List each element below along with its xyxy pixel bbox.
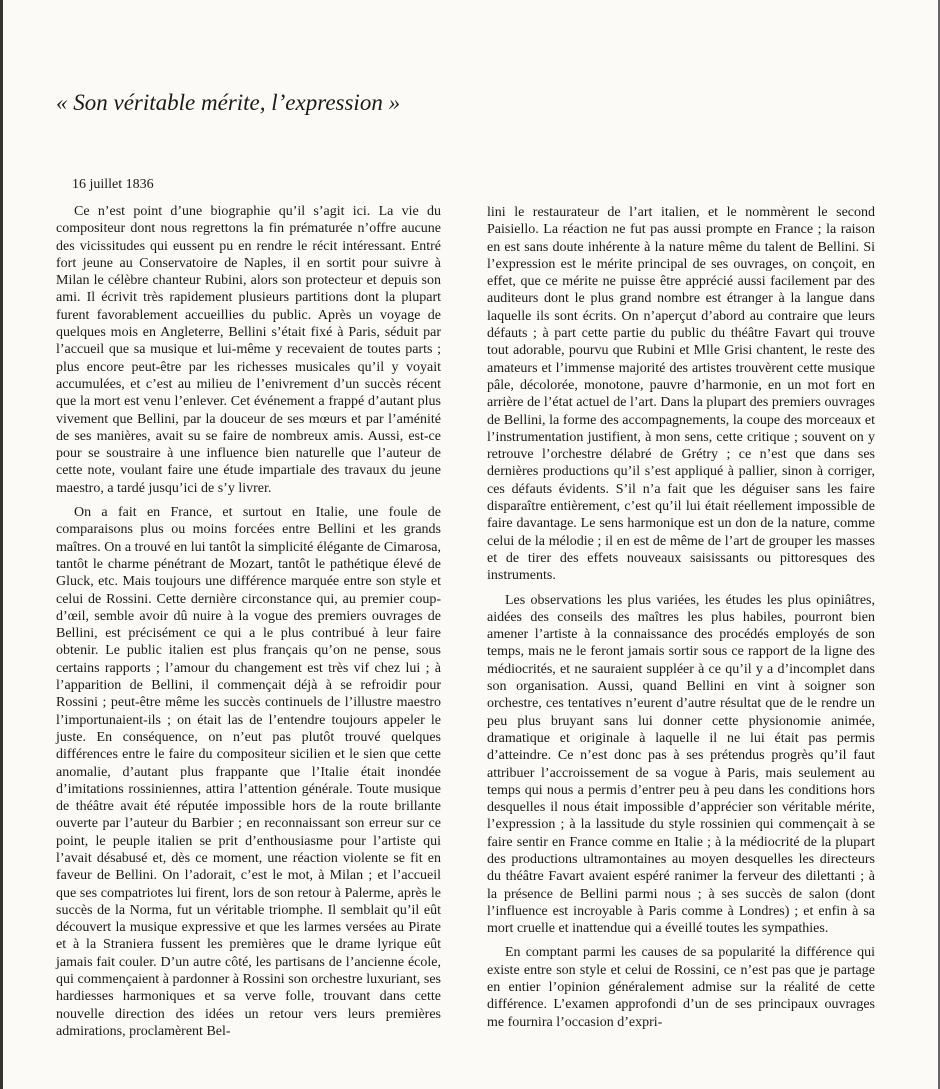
left-column [56, 203, 441, 1040]
paragraph: Les observations les plus variées, les études les plus opiniâtres, aidées des conseils des maîtres les plus habiles, pourront bien amener l’artiste à la connaissance des procédés employés de son temps, mais ne le feront jamais sortir sous ce rapport de la ligne des médiocrités, et ne sauraient suppléer à ce qu’il y a d’incomplet dans son organisation. Aussi, quand Bellini en vint à soigner son orchestre, ces tentatives n’eurent d’autre résultat que de le rendre un peu plus bruyant sans lui donner cette physionomie animée, dramatique et originale à laquelle il ne lui était pas permis d’atteindre. Ce n’est donc pas à ses prétendus progrès qu’il faut attribuer l’accroissement de sa vogue à Paris, mais seulement au temps qui nous a permis d’entrer peu à peu dans les conditions hors desquelles il nous était impossible d’apprécier son véritable mérite, l’expression ; à la lassitude du style rossinien qui commençait à se faire sentir en France comme en Italie ; à la médiocrité de la plupart des productions ultramontaines au moyen desquelles les directeurs du théâtre Favart avaient espéré ranimer la ferveur des dilettanti ; à la présence de Bellini parmi nous ; à ses succès de salon (dont l’influence est incroyable à Paris comme à Londres) ; et enfin à sa mort cruelle et inattendue qui a éveillé toutes les sympathies. [487, 592, 875, 937]
paragraph: On a fait en France, et surtout en Italie, une foule de comparaisons plus ou moins forcées entre Bellini et les grands maîtres. On a trouvé en lui tantôt la simplicité élégante de Cimarosa, tantôt le charme pénétrant de Mozart, tantôt le pathétique élevé de Gluck, etc. Mais toujours une différence marquée entre son style et celui de Rossini. Cette dernière circonstance qui, au premier coup-d’œil, semble avoir dû nuire à la vogue des premiers ouvrages de Bellini, est précisément ce qui a le plus contribué à leur faire obtenir. Le public italien est plus français qu’on ne pense, sous certains rapports ; l’amour du changement est très vif chez lui ; à l’apparition de Bellini, il commençait déjà à se refroidir pour Rossini ; peut-être même les succès continuels de l’illustre maestro l’importunaient-ils ; on était las de l’entendre toujours appeler le juste. En conséquence, on n’eut pas plutôt trouvé quelques différences entre le faire du compositeur sicilien et le sien que cette anomalie, d’autant plus frappante que l’Italie était inondée d’imitations rossiniennes, attira l’attention générale. Toute musique de théâtre avait été réputée impossible hors de la route brillante ouverte par l’auteur du Barbier ; en reconnaissant son erreur sur ce point, le peuple italien se prit d’enthousiasme pour l’artiste qui l’avait désabusé et, dès ce moment, une réaction violente se fit en faveur de Bellini. On l’adorait, c’est le mot, à Milan ; et l’accueil que ses compatriotes lui firent, lors de son retour à Palerme, après le succès de la Norma, fut un véritable triomphe. Il semblait qu’il eût découvert la musique expressive et que les larmes versées au Pirate et à la Straniera fussent les premières que le drame lyrique eût jamais fait couler. D’un autre côté, les partisans de l’ancienne école, qui commençaient à pardonner à Rossini son orchestre luxuriant, ses hardiesses harmoniques et sa verve folle, trouvant dans cette nouvelle direction des idées un retour vers leurs premières admirations, proclamèrent Bel- [56, 505, 441, 1039]
paragraph: lini le restaurateur de l’art italien, et le nommèrent le second Paisiello. La réaction ne fut pas aussi prompte en France ; la raison en est sans doute inhérente à la nature même du talent de Bellini. Si l’expression est le mérite principal de ses ouvrages, on conçoit, en effet, que ce mérite ne puisse être apprécié aussi facilement par des auditeurs dont le plus grand nombre est étranger à la langue dans laquelle ils sont écrits. On n’aperçut d’abord au contraire que leurs défauts ; à part cette partie du public du théâtre Favart qui trouve tout adorable, pourvu que Rubini et Mlle Grisi chantent, le reste des amateurs et l’immense majorité des artistes trouvèrent cette musique pâle, décolorée, monotone, pauvre d’harmonie, en un mot fort en arrière de l’état actuel de l’art. Dans la plupart des premiers ouvrages de Bellini, la forme des accompagnements, la coupe des morceaux et l’instrumentation justifient, à mon sens, cette critique ; souvent on y retrouve l’orchestre délabré de Grétry ; ce n’est que dans ses dernières productions qu’il s’est appliqué à pallier, sinon à corriger, ces défauts évidents. S’il n’a fait que les déguiser sans les faire disparaître entièrement, c’est qu’il lui était réellement impossible de faire davantage. Le sens harmonique est un don de la nature, comme celui de la mélodie ; il en est de même de l’art de grouper les masses et de tirer des effets nouveaux saisissants ou pittoresques des instruments. [487, 205, 875, 584]
article-title: « Son véritable mérite, l’expression » [56, 90, 401, 115]
paragraph: En comptant parmi les causes de sa popularité la différence qui existe entre son style et celui de Rossini, ce n’est pas que je partage en entier l’opinion généralement admise sur la réalité de cette différence. L’examen approfondi d’un de ses principaux ouvrages me fournira l’occasion d’expri- [487, 945, 875, 1030]
paragraph: Ce n’est point d’une biographie qu’il s’agit ici. La vie du compositeur dont nous regrettons la fin prématurée n’offre aucune des vicissitudes qui eussent pu en rendre le récit intéressant. Entré fort jeune au Conservatoire de Naples, il en sortit pour suivre à Milan le célèbre chanteur Rubini, alors son protecteur et depuis son ami. Il écrivit très rapidement plusieurs partitions dont la plupart furent favorablement accueillies du public. Après un voyage de quelques mois en Angleterre, Bellini s’était fixé à Paris, séduit par l’accueil que sa musique et lui-même y recevaient de toutes parts ; plus encore peut-être par les richesses musicales qu’il y voyait accumulées, et c’est au milieu de l’enivrement d’un succès récent que la mort est venu l’enlever. Cet événement a frappé d’autant plus vivement que Bellini, par la douceur de ses mœurs et par l’aménité de ses manières, avait su se faire de nombreux amis. Aussi, est-ce pour se soustraire à une influence bien naturelle que l’auteur de cette note, voulant faire une étude impartiale des travaux du jeune maestro, a tardé jusqu’ici de s’y livrer. [56, 204, 441, 496]
article-date: 16 juillet 1836 [72, 177, 154, 192]
right-column [487, 204, 875, 1031]
scan-left-edge [0, 0, 3, 1089]
